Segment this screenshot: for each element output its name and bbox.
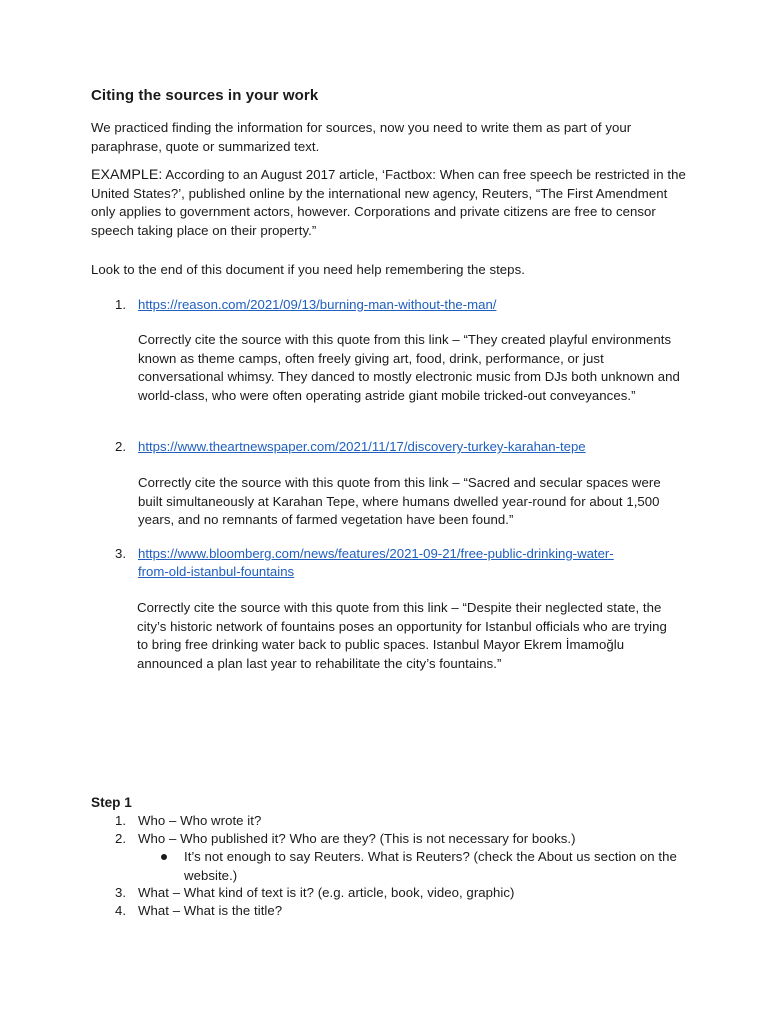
source-1-link[interactable]: https://reason.com/2021/09/13/burning-man-without-the-man/: [138, 297, 497, 312]
step-1-item-3: What – What kind of text is it? (e.g. article, book, video, graphic): [138, 885, 515, 900]
source-3-link-line1[interactable]: https://www.bloomberg.com/news/features/2021-09-21/free-public-drinking-water-: [138, 546, 614, 561]
example-paragraph: [91, 166, 691, 240]
source-3-quote: Correctly cite the source with this quote from this link – “Despite their neglected state, the city’s historic network of fountains poses an opportunity for Istanbul officials who are trying to bring free drinking water back to public spaces. Istanbul Mayor Ekrem İmamoğlu announced a plan last year to rehabilitate the city’s fountains.”: [137, 600, 667, 671]
intro-paragraph: We practiced finding the information for sources, now you need to write them as part of your paraphrase, quote or summarized text.: [91, 120, 632, 154]
step-1-item-2: Who – Who published it? Who are they? (This is not necessary for books.): [138, 831, 576, 846]
look-end-note: Look to the end of this document if you need help remembering the steps.: [91, 262, 525, 277]
step-1-item-1: Who – Who wrote it?: [138, 813, 262, 828]
source-1-number: 1.: [115, 297, 126, 312]
source-2-number: 2.: [115, 439, 126, 454]
source-3-number: 3.: [115, 546, 126, 561]
source-3-link-line2[interactable]: from-old-istanbul-fountains: [138, 564, 295, 579]
step-1-item-4: What – What is the title?: [138, 903, 283, 918]
step-1-title: Step 1: [91, 795, 132, 810]
step-1-sub-bullet: It’s not enough to say Reuters. What is Reuters? (check the About us section on the website.): [184, 849, 677, 883]
step-1-item-1-number: 1.: [115, 813, 126, 828]
source-1-quote: Correctly cite the source with this quote from this link – “They created playful environments known as theme camps, often freely giving art, food, drink, performance, or just conversational whimsy. They danced to mostly electronic music from DJs both unknown and world-class, who were often operating astride giant mobile tricked-out conveyances.”: [138, 332, 680, 403]
bullet-icon: [161, 854, 167, 860]
step-1-item-4-number: 4.: [115, 903, 126, 918]
step-1-item-2-number: 2.: [115, 831, 126, 846]
example-text: According to an August 2017 article, ‘Factbox: When can free speech be restricted in the United States?’, published online by the international new agency, Reuters, “The First Amendment only applies to government actors, however. Corporations and private citizens are free to censor speech taking place on their property.”: [91, 167, 686, 238]
page-title: Citing the sources in your work: [91, 87, 319, 104]
example-label: EXAMPLE:: [91, 167, 163, 183]
source-2-quote: Correctly cite the source with this quote from this link – “Sacred and secular spaces were built simultaneously at Karahan Tepe, where humans dwelled year-round for about 1,500 years, and no remnants of farmed vegetation have been found.”: [138, 475, 661, 528]
source-2-link[interactable]: https://www.theartnewspaper.com/2021/11/17/discovery-turkey-karahan-tepe: [138, 439, 586, 454]
step-1-item-3-number: 3.: [115, 885, 126, 900]
